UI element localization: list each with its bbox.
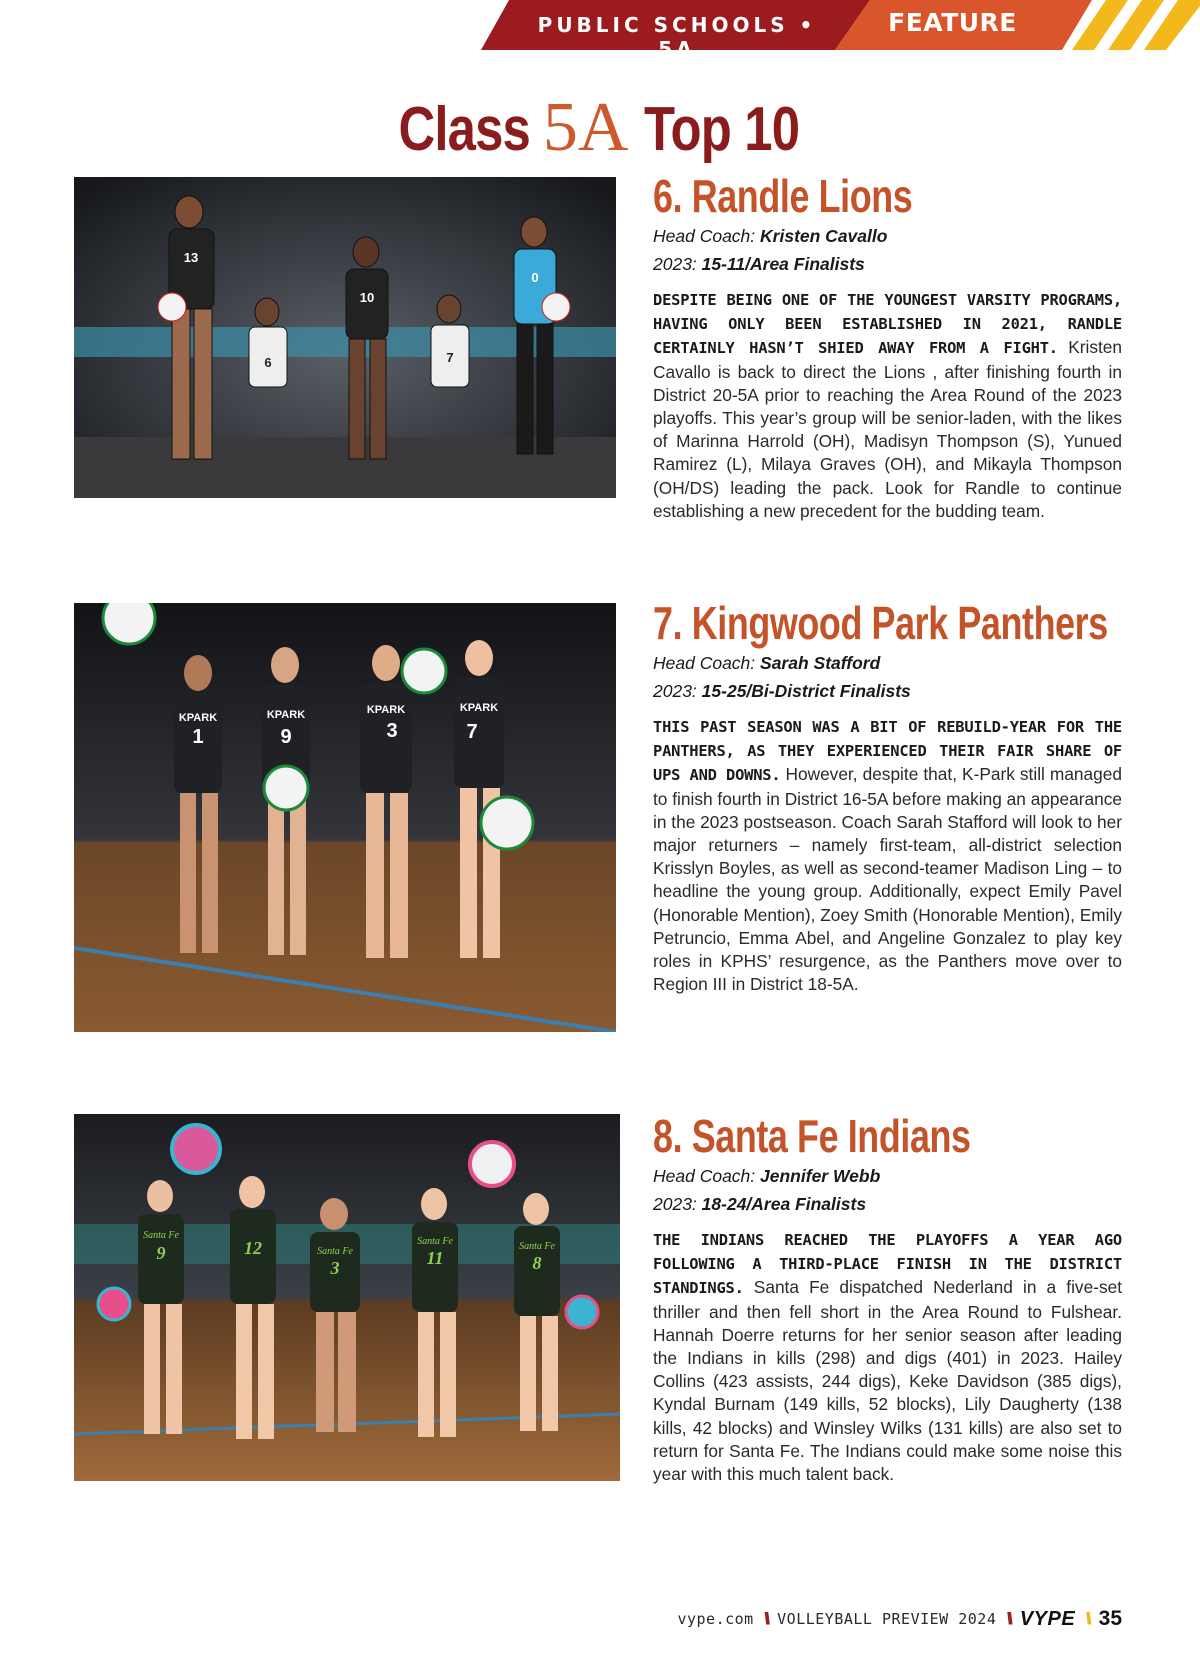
record-value: 15-25/Bi-District Finalists	[701, 681, 911, 701]
title-top10: Top 10	[643, 95, 800, 164]
vype-logo: VYPE	[1019, 1607, 1076, 1630]
santa-fe-jersey-number: 11	[426, 1248, 444, 1268]
randle-team-photo	[74, 177, 616, 498]
head-coach-line	[653, 1162, 1122, 1190]
kingwood-park-article	[653, 597, 1122, 996]
record-line	[653, 250, 1122, 278]
head-coach-line	[653, 649, 1122, 677]
kpark-jersey-text: KPARK	[178, 712, 218, 724]
page-footer	[677, 1604, 1122, 1634]
santa-fe-jersey-number: 12	[244, 1238, 262, 1258]
santa-fe-jersey-text: Santa Fe	[317, 1246, 353, 1257]
santa-fe-jersey-text: Santa Fe	[143, 1230, 179, 1241]
kpark-jersey-text: KPARK	[266, 709, 306, 721]
team-summary	[653, 715, 1122, 996]
randle-jersey-number: 13	[183, 250, 199, 265]
head-coach-line	[653, 222, 1122, 250]
coach-name: Sarah Stafford	[760, 653, 881, 673]
summary-lead: THIS PAST SEASON WAS A BIT OF REBUILD-YEAR FOR THE PANTHERS, AS THEY EXPERIENCED THEIR FAIR SHARE OF UPS AND DOWNS.	[653, 718, 1122, 785]
title-class: Class	[398, 95, 530, 164]
record-label: 2023:	[653, 254, 697, 274]
coach-label: Head Coach:	[653, 1166, 756, 1186]
santa-fe-jersey-number: 3	[330, 1258, 340, 1278]
team-heading: 7. Kingwood Park Panthers	[653, 597, 1108, 649]
randle-article	[653, 170, 1122, 523]
santa-fe-team-photo	[74, 1114, 620, 1481]
summary-lead: DESPITE BEING ONE OF THE YOUNGEST VARSITY PROGRAMS, HAVING ONLY BEEN ESTABLISHED IN 2021, RANDLE CERTAINLY HASN’T SHIED AWAY FROM A FIGHT.	[653, 291, 1122, 358]
page-number: 35	[1098, 1607, 1122, 1630]
record-value: 18-24/Area Finalists	[701, 1194, 867, 1214]
record-label: 2023:	[653, 1194, 697, 1214]
footer-separator: \\	[1006, 1609, 1010, 1628]
summary-body: Kristen Cavallo is back to direct the Lions , after finishing fourth in District 20-5A prior to reaching the Area Round of the 2023 playoffs. This year’s group will be senior-laden, with the likes of Marinna Harrold (OH), Madisyn Thompson (S), Yunued Ramirez (L), Milaya Graves (OH), and Mikayla Thompson (OH/DS) leading the pack. Look for Randle to continue establishing a new precedent for the budding team.	[653, 337, 1122, 521]
santa-fe-jersey-text: Santa Fe	[417, 1236, 453, 1247]
santa-fe-article	[653, 1110, 1122, 1486]
record-line	[653, 677, 1122, 705]
kpark-jersey-text: KPARK	[459, 702, 499, 714]
summary-lead: THE INDIANS REACHED THE PLAYOFFS A YEAR AGO FOLLOWING A THIRD-PLACE FINISH IN THE DISTRICT STANDINGS.	[653, 1231, 1122, 1298]
page-title	[0, 88, 1200, 168]
kpark-jersey-number: 7	[466, 721, 478, 743]
kpark-jersey-number: 3	[386, 720, 398, 742]
footer-separator: \\	[763, 1609, 768, 1628]
feature-tag: FEATURE	[888, 8, 1017, 37]
team-summary	[653, 288, 1122, 523]
kpark-jersey-number: 9	[280, 726, 292, 748]
kpark-jersey-number: 1	[192, 726, 204, 748]
title-division: 5A	[542, 89, 629, 166]
section-label: PUBLIC SCHOOLS • 5A	[537, 13, 817, 61]
record-value: 15-11/Area Finalists	[701, 254, 865, 274]
coach-name: Kristen Cavallo	[760, 226, 888, 246]
footer-website[interactable]: vype.com	[677, 1610, 754, 1628]
coach-name: Jennifer Webb	[760, 1166, 881, 1186]
kpark-jersey-text: KPARK	[366, 704, 406, 716]
santa-fe-jersey-text: Santa Fe	[519, 1241, 555, 1252]
santa-fe-jersey-number: 8	[532, 1253, 542, 1273]
team-heading: 8. Santa Fe Indians	[653, 1110, 971, 1162]
coach-label: Head Coach:	[653, 653, 756, 673]
record-label: 2023:	[653, 681, 697, 701]
header-banner	[0, 0, 1200, 61]
footer-separator: \\	[1085, 1609, 1089, 1628]
summary-body: However, despite that, K-Park still managed to finish fourth in District 16-5A before making an appearance in the 2023 postseason. Coach Sarah Stafford will look to her major returners – namely first-team, all-district selection Krisslyn Boyles, as well as second-teamer Madison Ling – to headline the young group. Additionally, expect Emily Pavel (Honorable Mention), Zoey Smith (Honorable Mention), Emily Petruncio, Emma Abel, and Angeline Gonzalez to play key roles in KPHS’ resurgence, as the Panthers move over to Region III in District 18-5A.	[653, 764, 1122, 995]
footer-publication: VOLLEYBALL PREVIEW 2024	[777, 1610, 997, 1628]
randle-jersey-number: 7	[446, 350, 454, 365]
coach-label: Head Coach:	[653, 226, 756, 246]
kingwood-park-team-photo	[74, 603, 616, 1032]
team-summary	[653, 1228, 1122, 1486]
team-heading: 6. Randle Lions	[653, 170, 913, 222]
randle-jersey-number: 6	[264, 355, 272, 370]
randle-jersey-number: 0	[531, 270, 539, 285]
summary-body: Santa Fe dispatched Nederland in a five-set thriller and then fell short in the Area Round to Fulshear. Hannah Doerre returns for her senior season after leading the Indians in kills (298) and digs (401) in 2023. Hailey Collins (423 assists, 244 digs), Keke Davidson (385 digs), Kyndal Burnam (149 kills, 52 blocks), Lily Daugherty (138 kills, 42 blocks) and Winsley Wilks (131 kills) are also set to return for Santa Fe. The Indians could make some noise this year with this much talent back.	[653, 1277, 1122, 1485]
randle-jersey-number: 10	[359, 290, 375, 305]
santa-fe-jersey-number: 9	[156, 1243, 166, 1263]
record-line	[653, 1190, 1122, 1218]
